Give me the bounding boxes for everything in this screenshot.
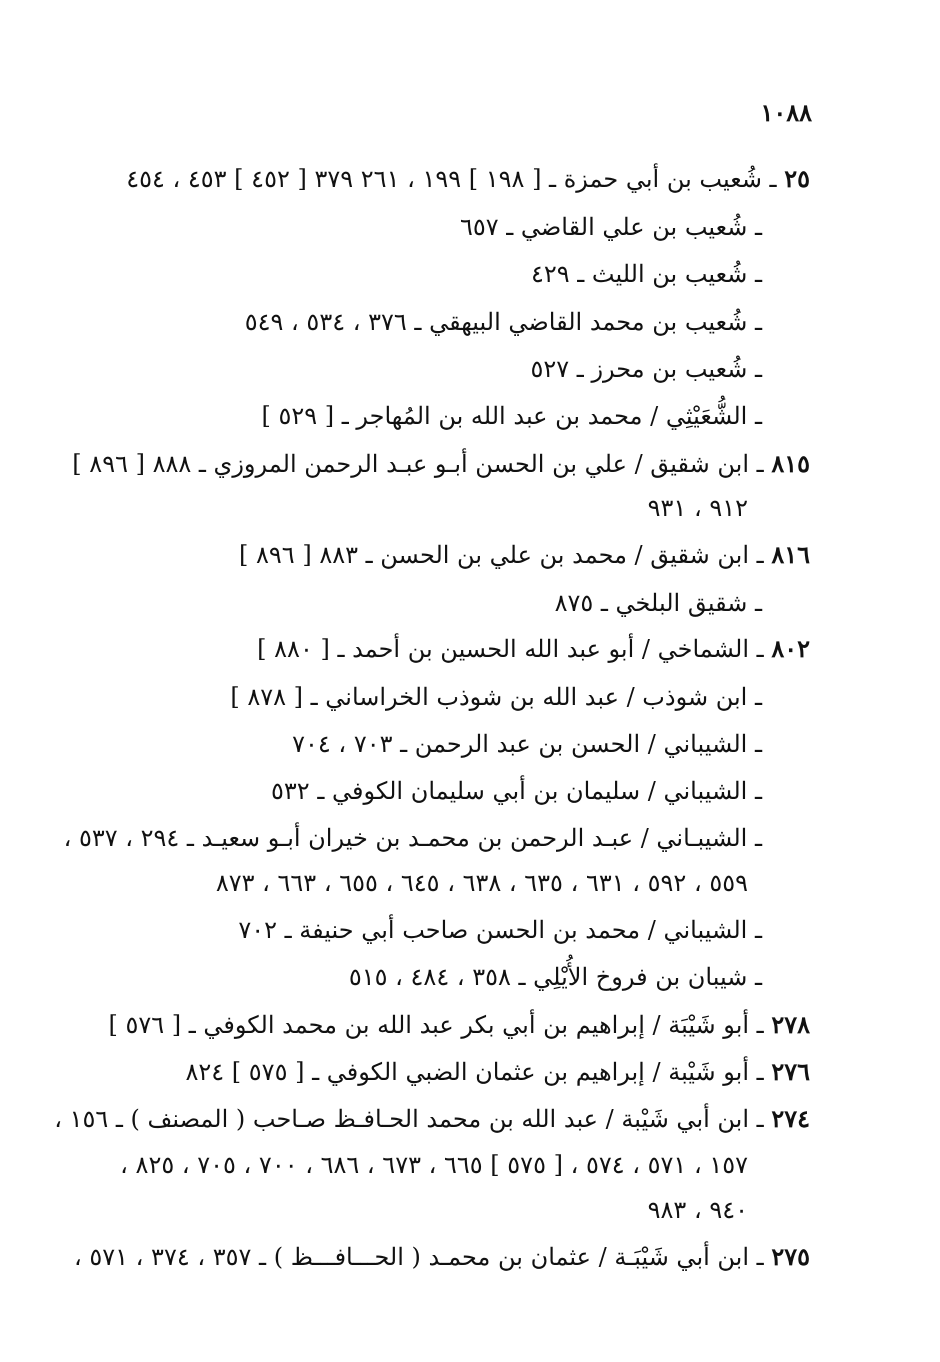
- index-line: ٢٥ ـ شُعيب بن أبي حمزة ـ [ ١٩٨ ] ١٩٩ ، ٢٦١ ٣٧٩ [ ٤٥٢ ] ٤٥٣ ، ٤٥٤: [126, 164, 810, 193]
- index-line: ـ الشيباني / سليمان بن أبي سليمان الكوفي ـ ٥٣٢: [271, 777, 762, 805]
- index-line: ـ شُعيب بن علي القاضي ـ ٦٥٧: [459, 213, 762, 241]
- index-line: ٢٧٨ ـ أبو شَيْبَة / إبراهيم بن أبي بكر عبد الله بن محمد الكوفي ـ [ ٥٧٦ ]: [108, 1010, 810, 1039]
- index-line: ـ الشُّعَيْثِي / محمد بن عبد الله بن المُهاجر ـ [ ٥٢٩ ]: [261, 402, 762, 430]
- index-line: ٩١٢ ، ٩٣١: [647, 494, 748, 522]
- index-line: ٢٧٦ ـ أبو شَيْبة / إبراهيم بن عثمان الضبي الكوفي ـ [ ٥٧٥ ] ٨٢٤: [185, 1057, 810, 1086]
- index-line: ـ شُعيب بن محمد القاضي البيهقي ـ ٣٧٦ ، ٥٣٤ ، ٥٤٩: [244, 308, 762, 336]
- index-line: ـ الشيباني / محمد بن الحسن صاحب أبي حنيفة ـ ٧٠٢: [238, 916, 762, 944]
- index-line: ٨١٦ ـ ابن شقيق / محمد بن علي بن الحسن ـ ٨٨٣ [ ٨٩٦ ]: [239, 540, 810, 569]
- index-line: ٨٠٢ ـ الشماخي / أبو عبد الله الحسين بن أحمد ـ [ ٨٨٠ ]: [257, 634, 810, 663]
- index-line: ١٥٧ ، ٥٧١ ، ٥٧٤ ، [ ٥٧٥ ] ٦٦٥ ، ٦٧٣ ، ٦٨٦ ، ٧٠٠ ، ٧٠٥ ، ٨٢٥ ،: [120, 1151, 748, 1179]
- index-line: ٥٥٩ ، ٥٩٢ ، ٦٣١ ، ٦٣٥ ، ٦٣٨ ، ٦٤٥ ، ٦٥٥ ، ٦٦٣ ، ٨٧٣: [215, 869, 748, 897]
- index-line: ٢٧٥ ـ ابن أبي شَيْبَـة / عثمان بن محمـد ( الحـــافـــظ ) ـ ٣٥٧ ، ٣٧٤ ، ٥٧١ ،: [73, 1242, 810, 1271]
- index-line: ـ ابن شوذب / عبد الله بن شوذب الخراساني ـ [ ٨٧٨ ]: [230, 683, 762, 711]
- index-line: ـ الشيبـاني / عبـد الرحمن بن محمـد بن خيران أبـو سعيـد ـ ٢٩٤ ، ٥٣٧ ،: [63, 824, 762, 852]
- index-line: ٩٤٠ ، ٩٨٣: [647, 1196, 748, 1224]
- index-line: ٨١٥ ـ ابن شقيق / علي بن الحسن أبـو عبـد الرحمن المروزي ـ ٨٨٨ [ ٨٩٦ ]: [72, 449, 810, 478]
- index-line: ٢٧٤ ـ ابن أبي شَيْبة / عبد الله بن محمد الحـافـظ صـاحب ( المصنف ) ـ ١٥٦ ،: [54, 1104, 810, 1133]
- index-line: ـ شُعيب بن الليث ـ ٤٢٩: [530, 260, 762, 288]
- page-number: ١٠٨٨: [760, 98, 812, 127]
- index-line: ـ شقيق البلخي ـ ٨٧٥: [554, 589, 762, 617]
- index-line: ـ الشيباني / الحسن بن عبد الرحمن ـ ٧٠٣ ، ٧٠٤: [292, 730, 762, 758]
- index-line: ـ شُعيب بن محرز ـ ٥٢٧: [530, 355, 762, 383]
- index-line: ـ شيبان بن فروخ الأُيْلِي ـ ٣٥٨ ، ٤٨٤ ، ٥١٥: [348, 963, 762, 991]
